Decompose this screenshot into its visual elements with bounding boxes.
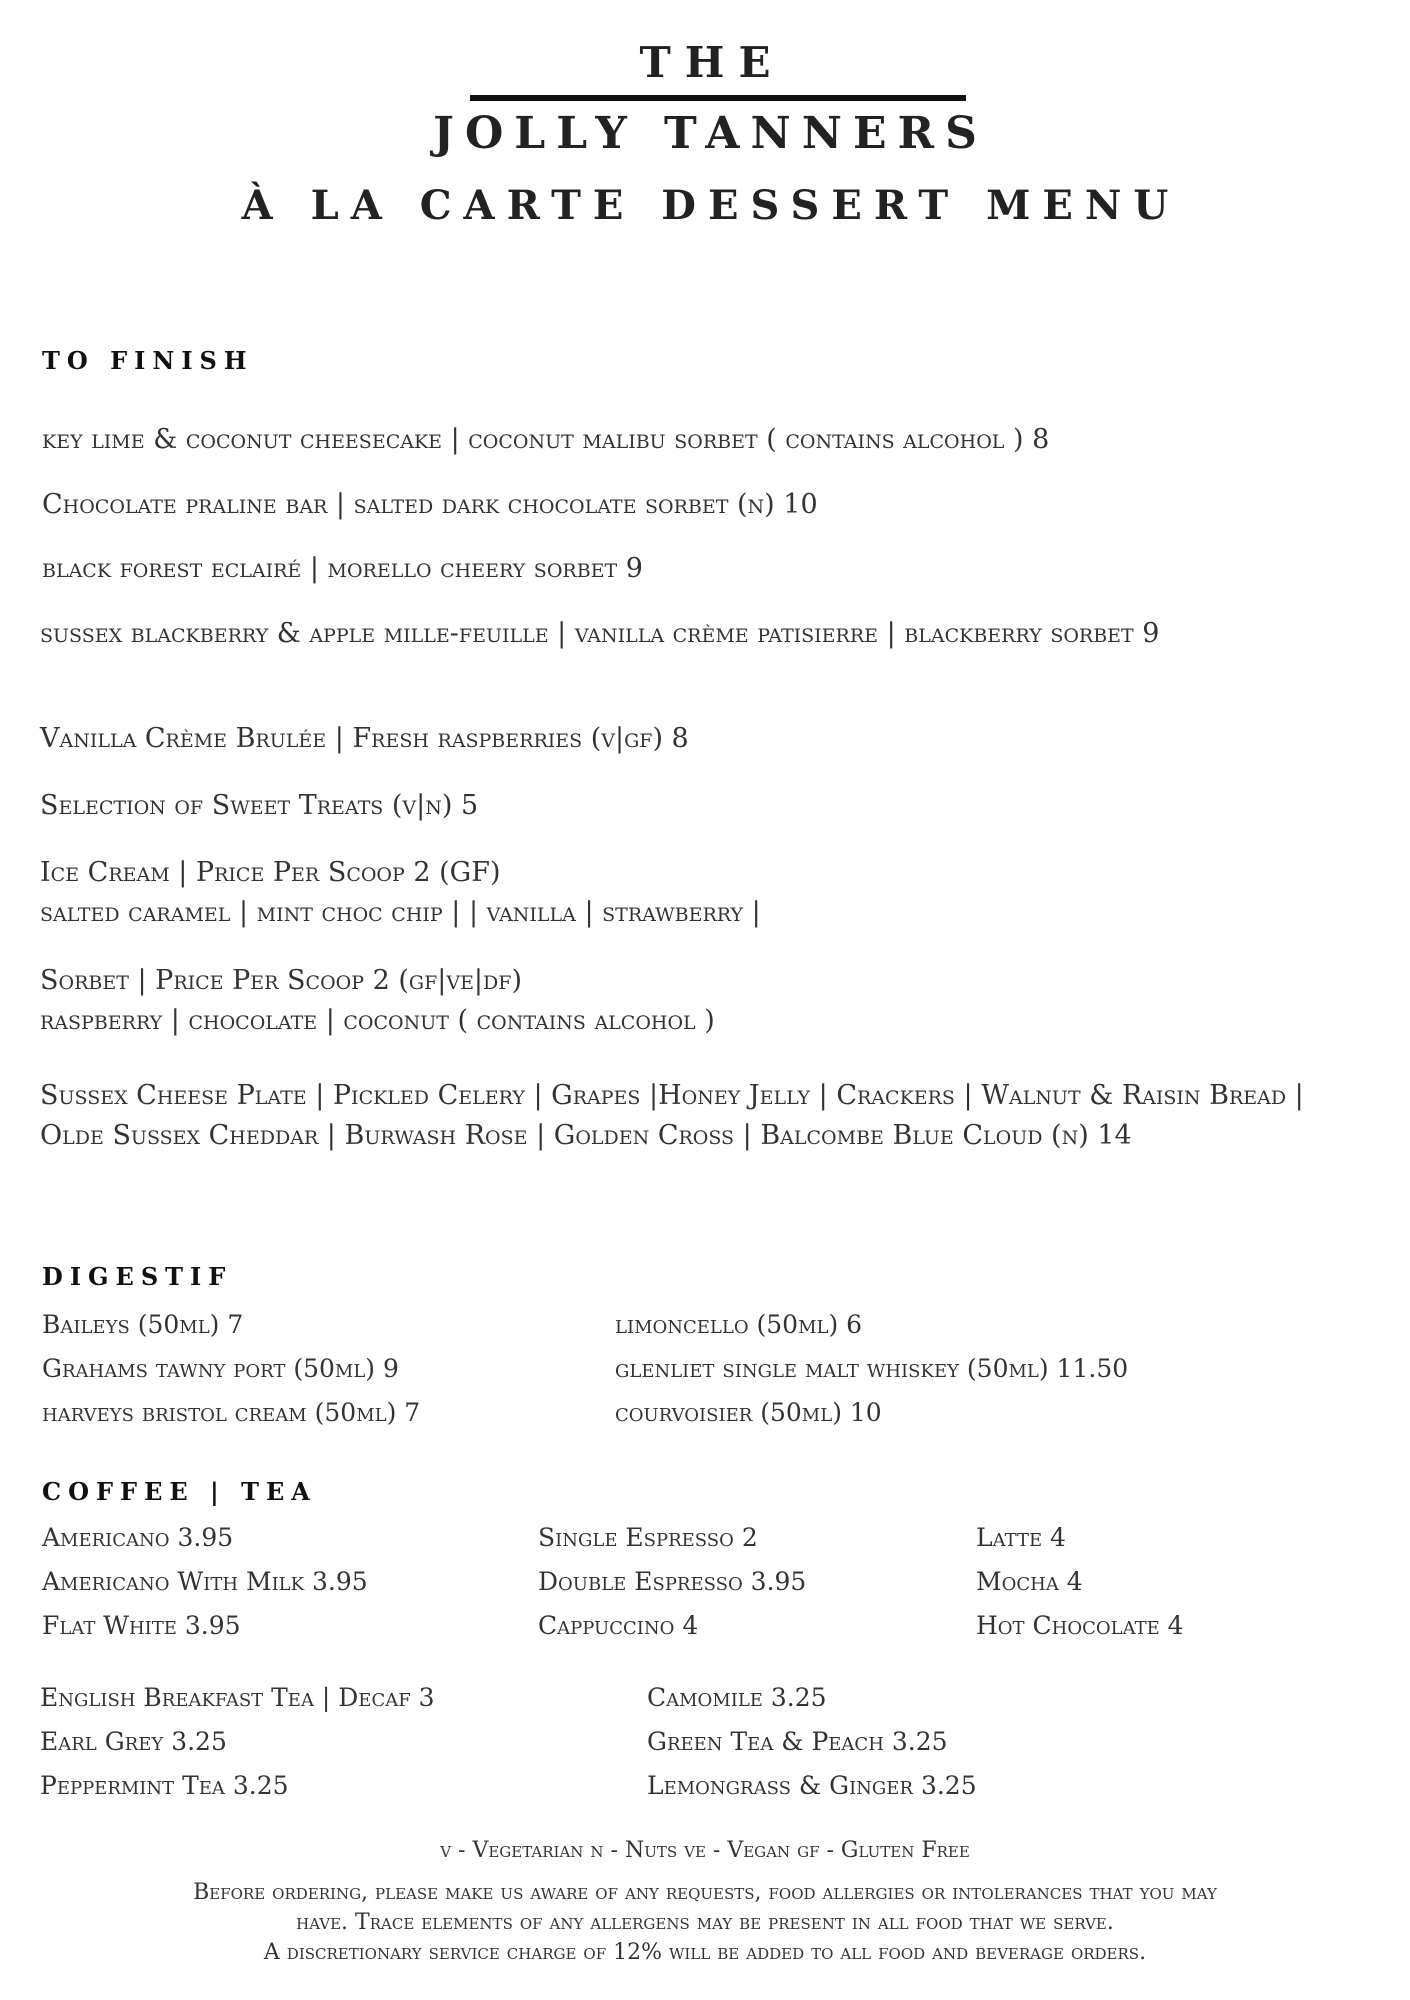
menu-item: Ice Cream | Price Per Scoop 2 (GF) [40,857,501,888]
menu-item: key lime & coconut cheesecake | coconut malibu sorbet ( contains alcohol ) 8 [42,424,1050,455]
tea-item: Peppermint Tea 3.25 [40,1771,289,1800]
menu-item: sussex blackberry & apple mille-feuille | vanilla crème patisierre | blackberry sorbet 9 [40,618,1160,649]
tea-item: Camomile 3.25 [647,1683,827,1712]
tea-item: Green Tea & Peach 3.25 [647,1727,948,1756]
header-the: THE [639,38,785,87]
coffee-item: Mocha 4 [976,1567,1083,1596]
tea-item: Earl Grey 3.25 [40,1727,227,1756]
tea-item: English Breakfast Tea | Decaf 3 [40,1683,435,1712]
coffee-item: Hot Chocolate 4 [976,1611,1184,1640]
drink-item: limoncello (50ml) 6 [615,1310,863,1339]
coffee-item: Flat White 3.95 [42,1611,241,1640]
menu-item: black forest eclairé | morello cheery sorbet 9 [42,553,643,584]
drink-item: Grahams tawny port (50ml) 9 [42,1354,399,1383]
dietary-key: v - Vegetarian n - Nuts ve - Vegan gf - Gluten Free [440,1838,970,1863]
allergy-notice: have. Trace elements of any allergens may be present in all food that we serve. [296,1910,1114,1935]
restaurant-name: JOLLY TANNERS [433,108,988,159]
menu-item: Sorbet | Price Per Scoop 2 (gf|ve|df) [40,965,522,996]
coffee-item: Americano 3.95 [42,1523,234,1552]
coffee-item: Cappuccino 4 [538,1611,699,1640]
menu-item: Sussex Cheese Plate | Pickled Celery | Grapes |Honey Jelly | Crackers | Walnut & Raisin Bread | Olde Sussex Cheddar | Burwash Rose | Golden Cross | Balcombe Blue Cloud (n) 14 [40,1080,1304,1151]
section-heading-to-finish: TO FINISH [42,346,254,375]
menu-item-sub: salted caramel | mint choc chip | | vanilla | strawberry | [40,897,761,928]
allergy-notice: Before ordering, please make us aware of any requests, food allergies or intolerances that you may [193,1880,1217,1905]
section-heading-coffee-tea: COFFEE | TEA [42,1477,317,1506]
menu-item: Vanilla Crème Brulée | Fresh raspberries (v|gf) 8 [40,723,689,754]
coffee-item: Single Espresso 2 [538,1523,758,1552]
service-charge-notice: A discretionary service charge of 12% will be added to all food and beverage orders. [263,1940,1147,1965]
coffee-item: Americano With Milk 3.95 [42,1567,368,1596]
drink-item: Baileys (50ml) 7 [42,1310,244,1339]
coffee-item: Double Espresso 3.95 [538,1567,807,1596]
tea-item: Lemongrass & Ginger 3.25 [647,1771,977,1800]
menu-item: Selection of Sweet Treats (v|n) 5 [40,790,479,821]
drink-item: courvoisier (50ml) 10 [615,1398,882,1427]
drink-item: glenliet single malt whiskey (50ml) 11.50 [615,1354,1129,1383]
menu-item: Chocolate praline bar | salted dark chocolate sorbet (n) 10 [42,489,818,520]
header-rule [470,95,966,101]
section-heading-digestif: DIGESTIF [42,1262,233,1291]
menu-title: À LA CARTE DESSERT MENU [241,182,1181,229]
drink-item: harveys bristol cream (50ml) 7 [42,1398,421,1427]
coffee-item: Latte 4 [976,1523,1066,1552]
menu-item-sub: raspberry | chocolate | coconut ( contains alcohol ) [40,1005,715,1036]
